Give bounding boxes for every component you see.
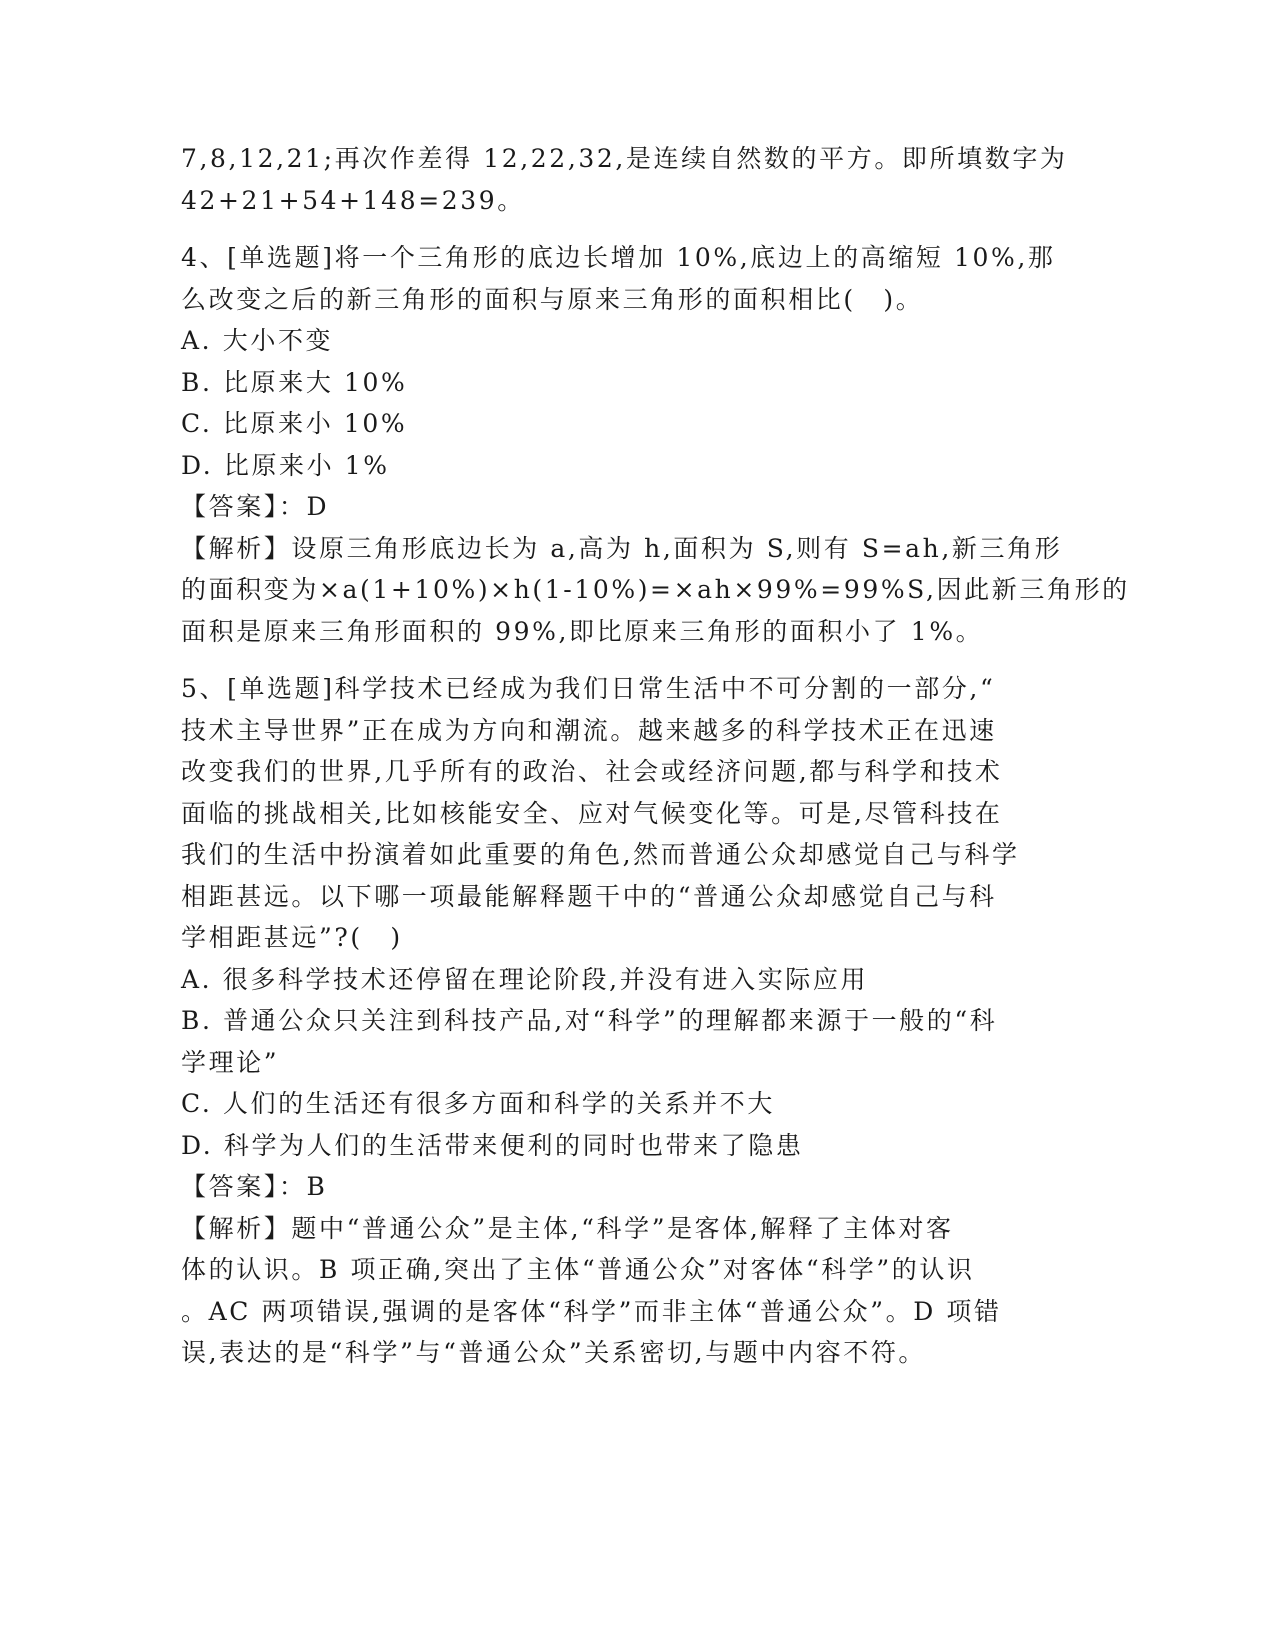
option-b: 学理论” [181,1047,280,1077]
text-line: 7,8,12,21;再次作差得 12,22,32,是连续自然数的平方。即所填数字为 [181,144,1068,173]
previous-analysis-continuation [181,138,1068,221]
option-c: C. 比原来小 10% [181,409,408,438]
option-d: D. 科学为人们的生活带来便利的同时也带来了隐患 [181,1130,804,1160]
question-stem: 我们的生活中扮演着如此重要的角色,然而普通公众却感觉自己与科学 [181,840,1020,869]
option-c: C. 人们的生活还有很多方面和科学的关系并不大 [181,1089,775,1118]
question-stem: 5、[单选题]科学技术已经成为我们日常生活中不可分割的一部分,“ [181,674,996,703]
text-line: 42+21+54+148=239。 [181,185,525,215]
question-stem: 相距甚远。以下哪一项最能解释题干中的“普通公众却感觉自己与科 [181,881,997,911]
option-b: B. 比原来大 10% [181,367,408,397]
answer: 【答案】：D [181,492,330,521]
question-stem: 学相距甚远”?( ) [181,923,403,952]
question-stem: 改变我们的世界,几乎所有的政治、社会或经济问题,都与科学和技术 [181,757,1003,786]
question-stem: 技术主导世界”正在成为方向和潮流。越来越多的科学技术正在迅速 [181,715,997,745]
question-5 [181,668,1061,1374]
answer: 【答案】：B [181,1172,328,1201]
option-a: A. 很多科学技术还停留在理论阶段,并没有进入实际应用 [181,964,869,994]
document-page [181,138,1130,1374]
question-stem: 面临的挑战相关,比如核能安全、应对气候变化等。可是,尽管科技在 [181,798,1003,828]
analysis: 体的认识。B 项正确,突出了主体“普通公众”对客体“科学”的认识 [181,1255,975,1284]
analysis: 。AC 两项错误,强调的是客体“科学”而非主体“普通公众”。D 项错 [181,1296,1002,1326]
question-4 [181,237,1130,652]
analysis: 面积是原来三角形面积的 99%,即比原来三角形的面积小了 1%。 [181,616,984,646]
option-b: B. 普通公众只关注到科技产品,对“科学”的理解都来源于一般的“科 [181,1006,998,1035]
question-stem: 么改变之后的新三角形的面积与原来三角形的面积相比( )。 [181,284,924,314]
question-stem: 4、[单选题]将一个三角形的底边长增加 10%,底边上的高缩短 10%,那 [181,243,1056,272]
analysis: 误,表达的是“科学”与“普通公众”关系密切,与题中内容不符。 [181,1338,927,1367]
option-a: A. 大小不变 [181,326,334,355]
option-d: D. 比原来小 1% [181,450,390,480]
analysis: 的面积变为×a(1+10%)×h(1-10%)=×ah×99%=99%S,因此新三角形的 [181,575,1130,604]
analysis: 【解析】题中“普通公众”是主体,“科学”是客体,解释了主体对客 [181,1213,954,1243]
analysis: 【解析】设原三角形底边长为 a,高为 h,面积为 S,则有 S=ah,新三角形 [181,533,1063,563]
